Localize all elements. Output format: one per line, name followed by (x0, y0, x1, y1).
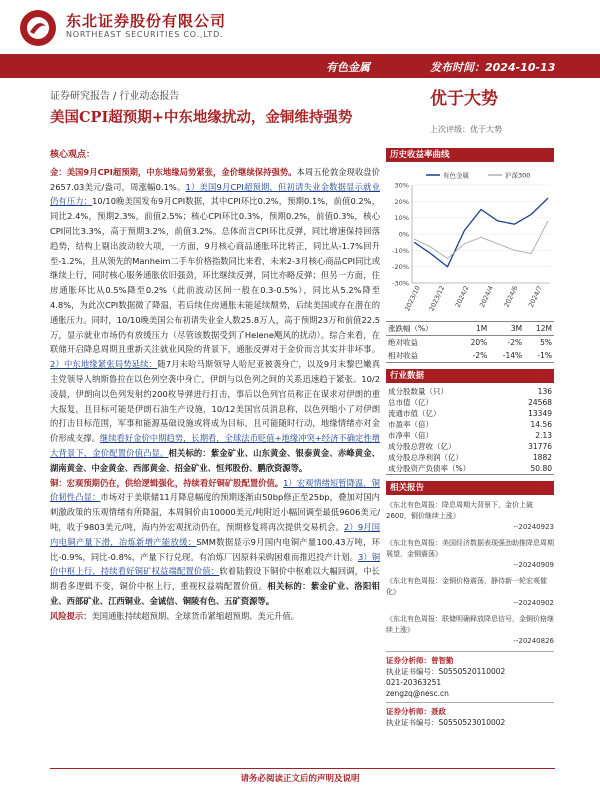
industry-value: 1882 (532, 453, 552, 462)
gold-geo-text: 随7月末哈马斯领导人哈尼亚被袭身亡，以及9月末黎巴嫩真主党领导人纳斯鲁拉在以色列空袭中身亡，伊朗与以色列之间的关系迅速趋于紧张。10/2凌晨，伊朗向以色列发射约200枚导弹进行打击，事后以色列官员称正在谋求对伊朗的重大报复，且目标可能是伊朗石油生产设施，10/12美国官员消息称，以色列缩小了对伊朗的打击目标范围，军事和能源基础设施或将成为目标，且可能随时行动，地缘情绪亦对金价形成支撑。 (50, 359, 380, 444)
related-report-title[interactable]: 《东北有色周报：美国经济数据表现强劲助推降息周期展望，金铜震荡》 (386, 539, 554, 558)
analyst-1-name: 证券分析师：曾智勤 (386, 651, 554, 666)
industry-label: 成分股总营收（亿） (388, 442, 456, 451)
related-report-title[interactable]: 《东北有色周报：金铜价格震荡，静待新一轮宏观催化》 (386, 577, 547, 596)
copper-supply-highlight: 2）9月国内电铜产量下滑，冶炼新增产能放缓： (50, 521, 380, 547)
gold-summary: 美国9月CPI超预期，中东地缘局势紧张，金价继续保持强势。 (66, 166, 297, 177)
chart-series-line (414, 198, 548, 267)
rating: 优于大势 (430, 89, 498, 109)
brand-name-cn: 东北证券股份有限公司 (66, 12, 227, 30)
industry-value: 14.56 (530, 420, 552, 429)
returns-header-row (386, 322, 554, 336)
industry-data-head: 行业数据 (386, 369, 554, 383)
brand-name-en: NORTHEAST SECURITIES CO.,LTD. (66, 30, 224, 39)
industry-row (386, 419, 554, 430)
footer-divider (50, 768, 555, 769)
chart-x-tick-label: 2023/10 (403, 284, 422, 313)
analyst-2-cert: 执业证书编号：S0550523010002 (386, 718, 506, 727)
risk-label: 风险提示： (50, 610, 92, 621)
breadcrumb: 证券研究报告 / 行业动态报告 (50, 91, 180, 102)
copper-lead: 铜： (50, 477, 67, 488)
returns-header-cell: 涨跌幅（%） (386, 322, 458, 336)
analyst-1-email[interactable]: zengzq@nesc.cn (386, 689, 449, 698)
risk-text: 美国通胀持续超预期、全球货币紧缩超预期、美元升值。 (91, 610, 299, 621)
copper-outlook-text: 软着陆假设下铜价中枢难以大幅回调，中长期看多逻辑不变，铜价中枢上行，重视权益端配置价值。 (50, 566, 380, 592)
industry-value: 24568 (528, 398, 552, 407)
returns-cell: 20% (470, 338, 488, 347)
copper-summary: 宏观预期仍在，供给逻辑强化，持续看好铜矿股配置价值。 (66, 477, 284, 488)
gold-price-text: 本周五伦敦金现收盘价2657.03美元/盎司，周涨幅0.1%。 (50, 166, 380, 192)
analyst-2-name: 证券分析师：聂政 (386, 702, 554, 717)
related-report[interactable] (386, 576, 554, 609)
related-report-title[interactable]: 《东北有色周报：降息周期大背景下，金价上破2600，铜价继续上涨》 (386, 501, 533, 520)
returns-header-cell: 12M (524, 322, 554, 336)
returns-cell: -2% (458, 349, 489, 363)
chart-x-tick-label: 2024/7 (526, 284, 544, 309)
sidebar (386, 148, 554, 728)
report-title: 美国CPI超预期+中东地缘扰动，金铜维持强势 (50, 109, 353, 126)
related-report[interactable] (386, 538, 554, 571)
sector-tag: 有色金属 (326, 61, 370, 74)
industry-row (386, 408, 554, 419)
report-header (0, 0, 600, 60)
industry-row (386, 463, 554, 475)
returns-cell: -1% (524, 349, 554, 363)
chart-y-tick-label: 30% (394, 181, 409, 190)
related-report[interactable] (386, 500, 554, 533)
chart-x-tick-label: 2024/6 (502, 284, 520, 309)
industry-value: 31776 (528, 442, 552, 451)
industry-value: 50.80 (513, 463, 554, 475)
chart-x-tick-label: 2024/2 (453, 284, 471, 309)
related-report-date: --20240902 (513, 599, 554, 607)
returns-table (386, 321, 554, 363)
chart-x-tick-label: 2024/4 (478, 284, 496, 309)
chart-y-tick-label: 20% (394, 197, 409, 206)
chart-y-tick-label: -30% (392, 279, 409, 288)
industry-label: 市净率（倍） (388, 431, 433, 440)
copper-outlook-highlight: 3）铜价中枢上行，持续看好铜矿权益端配置价值： (50, 551, 380, 577)
industry-row (386, 386, 554, 397)
returns-cell: 绝对收益 (388, 338, 418, 347)
chart-y-tick-label: -10% (392, 246, 409, 255)
copper-macro-highlight: 1）宏观情绪短暂降温，铜价韧性凸显： (50, 477, 380, 503)
related-report-date: --20240909 (513, 561, 554, 569)
chart-y-tick-label: 0% (398, 230, 409, 239)
previous-rating: 上次评级：优于大势 (430, 125, 502, 134)
industry-label: 流通市值（亿） (388, 409, 441, 418)
related-report-title[interactable]: 《东北有色周报：联储明确释放降息信号，金铜价格继续上涨》 (386, 615, 554, 634)
industry-value: 13349 (528, 409, 552, 418)
footer-disclaimer: 请务必阅读正文后的声明及说明 (240, 774, 360, 784)
analyst-info (386, 651, 554, 728)
industry-row (386, 452, 554, 463)
returns-row (386, 349, 554, 363)
industry-label: 成分股资产负债率（%） (386, 463, 513, 475)
related-reports-head: 相关报告 (386, 481, 554, 495)
publish-date: 发布时间：2024-10-13 (430, 61, 556, 74)
related-report[interactable] (386, 614, 554, 647)
industry-label: 成分股总净利润（亿） (388, 453, 463, 462)
analyst-1-phone: 021-20363251 (386, 678, 442, 687)
key-points-title: 核心观点： (50, 150, 96, 160)
chart-legend-label: 有色金属 (443, 171, 469, 180)
returns-cell: -2% (507, 338, 523, 347)
industry-row (386, 397, 554, 408)
returns-header-cell: 1M (458, 322, 489, 336)
chart-y-tick-label: -20% (392, 263, 409, 272)
copper-related-stocks: 相关标的：紫金矿业、洛阳钼业、西部矿业、江西铜业、金诚信、铜陵有色、五矿资源等。 (50, 581, 380, 606)
breadcrumb-category: 行业动态报告 (119, 91, 180, 102)
gold-cpi-highlight: 1）美国9月CPI超预期，但初请失业金数据显示就业仍有压力： (50, 181, 380, 207)
returns-header-cell: 3M (489, 322, 524, 336)
gold-lead: 金： (50, 166, 67, 177)
returns-cell: -14% (489, 349, 524, 363)
related-report-date: --20240826 (513, 637, 554, 645)
history-chart-svg (386, 165, 554, 317)
gold-cpi-text: 10/10晚美国发布9月CPI数据，其中CPI环比0.2%，预期0.1%，前值0.2%，同比2.4%，预期2.3%，前值2.5%；核心CPI环比0.3%，预期0.2%，前值0.3%，核心CPI同比3.3%，高于预期3.2%，前值3.2%。总体而言CPI环比反弹，同比增速保持回落趋势，结构上剔出波动较大项，一方面，9月核心商品通胀环比转正，同比从-1.7%回升至-1.2%，且从领先的Manheim二手车价格指数同比来看，未来2-3月核心商品CPI同比或继续上行，同时核心服务通胀依旧强劲，环比继续反弹，同比亦略反弹；但另一方面，住房通胀环比从0.5%降至0.2%（此前波动区间一般在0.3-0.5%），同比从5.2%降至4.8%，为此次CPI数据微了降温，若后续住房通胀未能延续颓势，后续美国或存在潜在的通胀压力。同时，10/10晚美国公布初请失业金人数25.8万人，高于预期23万和前值22.5万，显示就业市场仍有放缓压力（尽管该数据受到了Helene飓风的扰动）。综合来看，在联储开启降息周期且重新关注就业风险的背景下，通胀反弹对于金价而言其实并非坏事。 (50, 196, 380, 355)
industry-row (386, 441, 554, 452)
industry-label: 成分股数量（只） (388, 387, 448, 396)
gold-outlook-highlight: 继续看好金价中期趋势，长期看，全球法币贬值+地缘冲突+经济不确定性增大背景下，金价配置价值凸显。 (50, 433, 380, 458)
industry-label: 总市值（亿） (388, 398, 433, 407)
history-chart (386, 165, 554, 317)
report-body (50, 148, 380, 624)
breadcrumb-type: 证券研究报告 (50, 91, 110, 102)
industry-value: 136 (537, 387, 552, 396)
chart-y-tick-label: 10% (394, 214, 409, 223)
related-report-date: --20240923 (513, 523, 554, 531)
chart-x-tick-label: 2023/12 (427, 284, 447, 313)
gold-related-stocks: 相关标的：紫金矿业、山东黄金、银泰黄金、赤峰黄金、湖南黄金、中金黄金、西部黄金、招金矿业、恒邦股份、鹏欣资源等。 (50, 447, 380, 473)
analyst-1-cert: 执业证书编号：S0550520110002 (386, 667, 506, 676)
related-reports-list (386, 500, 554, 647)
risk-paragraph (50, 609, 380, 624)
chart-legend-label: 沪深300 (505, 171, 531, 180)
industry-value: 2.13 (535, 431, 552, 440)
returns-row (386, 336, 554, 350)
gold-paragraph (50, 165, 380, 476)
copper-supply-text: SMM数据显示9月国内电铜产量100.43万吨，环比-0.9%，同比-0.8%，产量下行兑现。有冶炼厂因原料采购困难而推迟投产计划。 (50, 536, 380, 562)
industry-data-table (386, 386, 554, 475)
copper-macro-text: 市场对于美联储11月降息幅度的预期逐渐由50bp修正至25bp，叠加对国内刺激政策的乐观情绪有所降温，本周铜价由10000美元/吨附近小幅回调至最低9606美元/吨，收于9803美元/吨，海内外宏观扰动仍在，预期修复将再次提供交易机会。 (50, 492, 380, 532)
industry-row (386, 430, 554, 441)
industry-label: 市盈率（倍） (388, 420, 433, 429)
returns-cell: 相对收益 (386, 349, 458, 363)
history-chart-head: 历史收益率曲线 (386, 148, 554, 162)
returns-cell: 5% (540, 338, 552, 347)
gold-geo-highlight: 2）中东地缘紧张局势延续： (50, 359, 158, 370)
chart-series-line (414, 221, 548, 259)
company-logo-icon (18, 8, 58, 48)
copper-paragraph (50, 476, 380, 609)
